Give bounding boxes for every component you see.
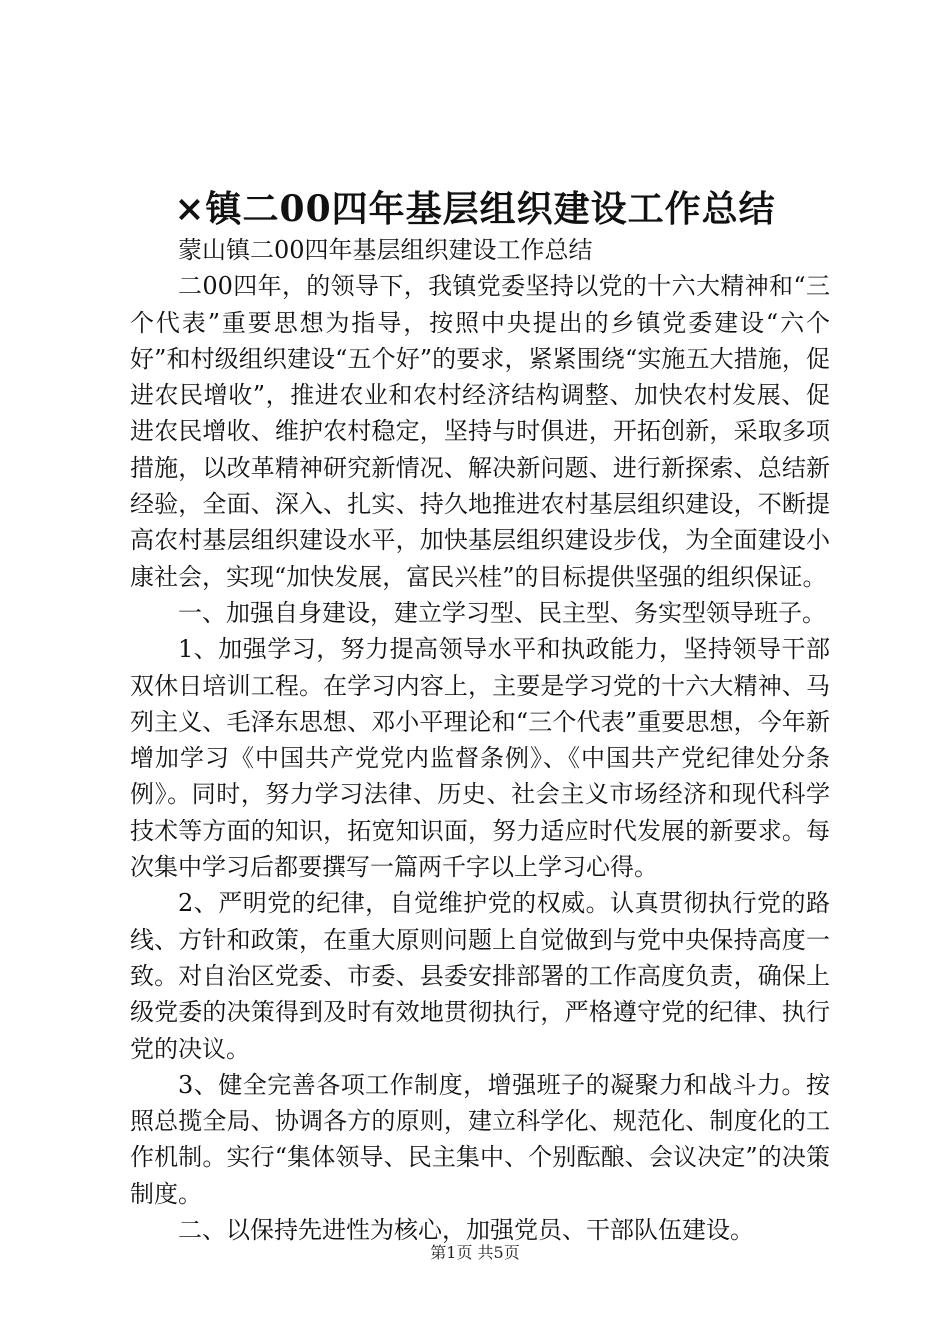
section-heading-2: 二、以保持先进性为核心，加强党员、干部队伍建设。 (178, 1216, 754, 1245)
section-heading-1: 一、加强自身建设，建立学习型、民主型、务实型领导班子。 (178, 598, 826, 627)
body-paragraph-3: 3、健全完善各项工作制度，增强班子的凝聚力和战斗力。按照总揽全局、协调各方的原则，建立科学化、规范化、制度化的工作机制。实行“集体领导、民主集中、个别酝酿、会议决定”的决策制度。 (130, 1070, 830, 1208)
body-paragraph-2: 2、严明党的纪律，自觉维护党的权威。认真贯彻执行党的路线、方针和政策，在重大原则问题上自觉做到与党中央保持高度一致。对自治区党委、市委、县委安排部署的工作高度负责，确保上级党委的决策得到及时有效地贯彻执行，严格遵守党的纪律、执行党的决议。 (130, 889, 830, 1063)
subtitle-paragraph: 蒙山镇二00四年基层组织建设工作总结 (178, 236, 593, 264)
intro-paragraph: 二00四年，的领导下，我镇党委坚持以党的十六大精神和“三个代表”重要思想为指导，按照中央提出的乡镇党委建设“六个好”和村级组织建设“五个好”的要求，紧紧围绕“实施五大措施，促进农民增收”，推进农业和农村经济结构调整、加快农村发展、促进农民增收、维护农村稳定，坚持与时俱进，开拓创新，采取多项措施，以改革精神研究新情况、解决新问题、进行新探索、总结新经验，全面、深入、扎实、持久地推进农村基层组织建设，不断提高农村基层组织建设水平，加快基层组织建设步伐，为全面建设小康社会，实现“加快发展，富民兴桂”的目标提供坚强的组织保证。 (130, 272, 830, 591)
document-title: ×镇二00四年基层组织建设工作总结 (174, 188, 776, 230)
document-body (130, 232, 830, 1248)
page-footer: 第1页 共5页 (430, 1243, 520, 1262)
body-paragraph-1: 1、加强学习，努力提高领导水平和执政能力，坚持领导干部双休日培训工程。在学习内容上，主要是学习党的十六大精神、马列主义、毛泽东思想、邓小平理论和“三个代表”重要思想，今年新增加学习《中国共产党党内监督条例》、《中国共产党纪律处分条例》。同时，努力学习法律、历史、社会主义市场经济和现代科学技术等方面的知识，拓宽知识面，努力适应时代发展的新要求。每次集中学习后都要撰写一篇两千字以上学习心得。 (130, 635, 830, 882)
